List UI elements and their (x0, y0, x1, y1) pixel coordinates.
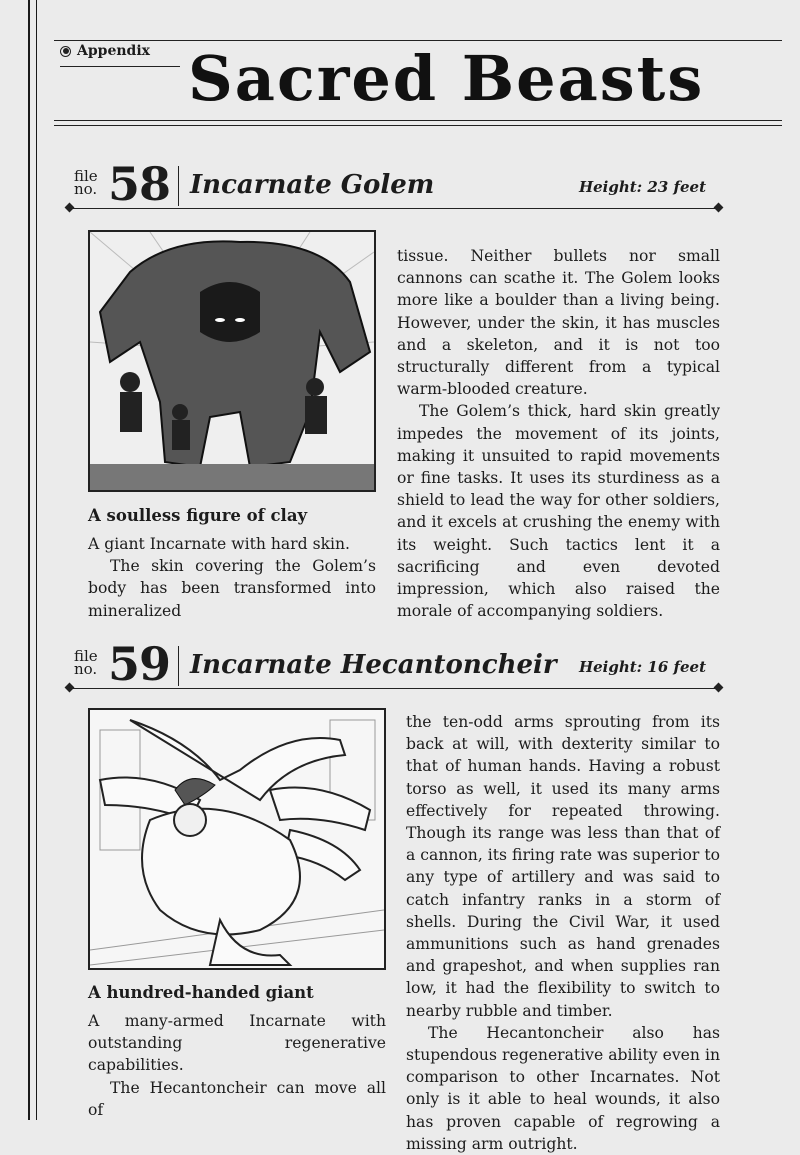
header-rule-bottom-2 (54, 125, 782, 126)
gutter-line (28, 0, 30, 1120)
file-number: 58 (108, 157, 171, 211)
file-rule (68, 208, 720, 209)
file-header-58 (60, 157, 720, 218)
paragraph: The skin covering the Golem’s body has been transformed into mineralized (88, 557, 376, 620)
beast-height: Height: 16 feet (578, 658, 706, 676)
paragraph: The Hecantoncheir can move all of (88, 1078, 386, 1119)
divider (178, 646, 179, 686)
appendix-label (60, 43, 150, 59)
paragraph: tissue. Neither bullets nor small cannons can scathe it. The Golem looks more like a boulder than a living being. However, under the skin, it has muscles and a skeleton, and it is not too structurally different from a typical warm-blooded creature. (397, 247, 720, 399)
header-rule-top (54, 40, 782, 41)
paragraph: The Hecantoncheir also has stupendous regenerative ability even in comparison to other Incarnates. Not only is it able to heal wounds, it also has proven capable of regrowing a missing arm outright. (406, 1023, 720, 1153)
paragraph: A giant Incarnate with hard skin. (88, 535, 351, 553)
golem-illustration (88, 230, 376, 492)
left-column (88, 1010, 386, 1121)
caption: A soulless figure of clay (88, 506, 308, 525)
file-header-59 (60, 637, 720, 698)
paragraph: The Golem’s thick, hard skin greatly impedes the movement of its joints, making it unsuited to rapid movements or fine tasks. It uses its sturdiness as a shield to lead the way for other soldiers, and it excels at crushing the enemy with its weight. Such tactics lent it a sacrificing and even devoted impression, which also raised the morale of accompanying soldiers. (397, 402, 720, 621)
gutter-line (36, 0, 37, 1120)
page-title: Sacred Beasts (188, 42, 705, 115)
beast-height: Height: 23 feet (578, 178, 706, 196)
paragraph: the ten-odd arms sprouting from its back at will, with dexterity similar to that of human hands. Having a robust torso as well, it used its many arms effectively for repeated throwing. Though its range was less than that of a cannon, its firing rate was superior to any type of artillery and was said to catch infantry ranks in a storm of shells. During the Civil War, it used ammunitions such as hand grenades and grapeshot, and when supplies ran low, it had the flexibility to switch to nearby rubble and timber. (406, 713, 720, 1020)
beast-name: Incarnate Golem (190, 170, 435, 200)
hecantoncheir-illustration (88, 708, 386, 970)
file-label: file no. (74, 167, 98, 198)
diamond-icon (714, 203, 724, 213)
left-column (88, 533, 376, 622)
header-rule-bottom (54, 120, 782, 121)
divider (178, 166, 179, 206)
diamond-icon (714, 683, 724, 693)
header-rule-mid (60, 66, 180, 67)
right-column (406, 711, 720, 1155)
right-column (397, 245, 720, 622)
diamond-icon (65, 203, 75, 213)
diamond-icon (65, 683, 75, 693)
file-rule (68, 688, 720, 689)
appendix-text: Appendix (77, 43, 150, 59)
bullet-icon (60, 46, 71, 57)
paragraph: A many-armed Incarnate with outstanding regenerative capabilities. (88, 1012, 386, 1075)
caption: A hundred-handed giant (88, 983, 314, 1002)
beast-name: Incarnate Hecantoncheir (190, 650, 557, 680)
file-number: 59 (108, 637, 171, 691)
file-label: file no. (74, 647, 98, 678)
